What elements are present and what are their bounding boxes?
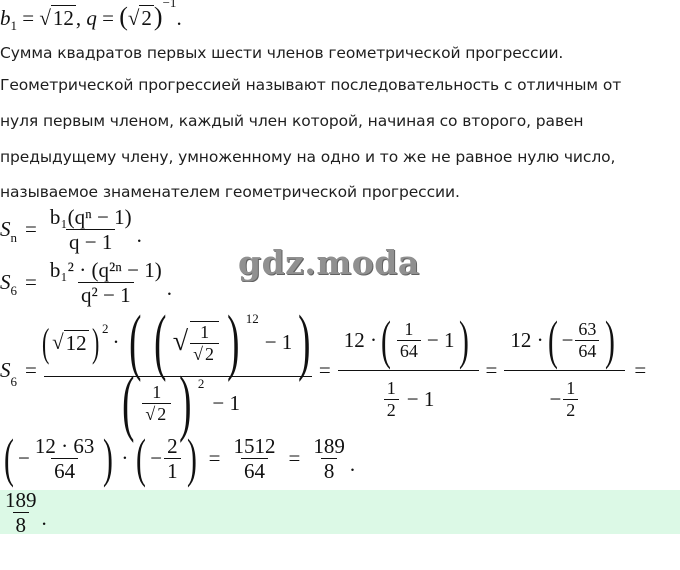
- computation-term-3: 12 · ( − $\frac{63}{64}$ ) − $\frac{1}{2}$: [507, 312, 622, 429]
- given-values: $b_1 = √12$, $q = (√2)^{-1}$.: [0, 0, 182, 34]
- definition-line-3: предыдущему члену, умноженному на одно и то же не равное нулю число,: [0, 148, 616, 166]
- sum-fraction: $\frac{\text{b₁(qⁿ − 1)}}{q - 1}$: [49, 205, 132, 255]
- computation-term-1: ( √ 12 ) $^2$ · ( ( √ $\frac{1}{√ 2}$ ) $^{12}$ − 1 ) ( $\frac{1}{√ 2}$ ) $^2$ − 1: [41, 301, 311, 445]
- answer-block: [0, 488, 680, 538]
- final-computation: ( − $\frac{12 \cdot 63}{64}$ ) · ( − $\frac{2}{1}$ ) = $\frac{1512}{64}$ = $\frac{189}{8}$ .: [4, 428, 356, 489]
- sum-computation: S $_6$ = ( √ 12 ) $^2$ · ( ( √ $\frac{1}{√ 2}$ ) $^{12}$ − 1 ) ( $\frac{1}{√ 2}$ ) $^2$ − 1 = 12 · ( $\frac{1}{64}$ − 1 ) $\frac{1}{2}$ − 1 = 12 · ( − $\frac{63}{64}$ ) − $\frac{1}{2}$ =: [0, 301, 647, 445]
- definition-line-4: называемое знаменателем геометрической прогрессии.: [0, 183, 460, 201]
- watermark-logo: gdz.moda: [238, 243, 420, 282]
- answer-value: $\frac{189}{8}$ .: [5, 488, 47, 538]
- definition-line-2: нуля первым членом, каждый член которой, начиная со второго, равен: [0, 112, 584, 130]
- sum-formula-squares: S $_6$ = $\frac{\text{b₁² · (q²ⁿ − 1)}}{\text{q² − 1}}$ .: [0, 258, 172, 308]
- definition-line-1: Геометрической прогрессией называют последовательность с отличным от: [0, 76, 622, 94]
- squares-fraction: $\frac{\text{b₁² · (q²ⁿ − 1)}}{\text{q² − 1}}$: [49, 258, 162, 308]
- task-text: Сумма квадратов первых шести членов геометрической прогрессии.: [0, 44, 564, 62]
- computation-term-2: 12 · ( $\frac{1}{64}$ − 1 ) $\frac{1}{2}$ − 1: [341, 312, 476, 429]
- sum-formula-general: S $_n$ = $\frac{\text{b₁(qⁿ − 1)}}{q - 1}$ .: [0, 205, 142, 255]
